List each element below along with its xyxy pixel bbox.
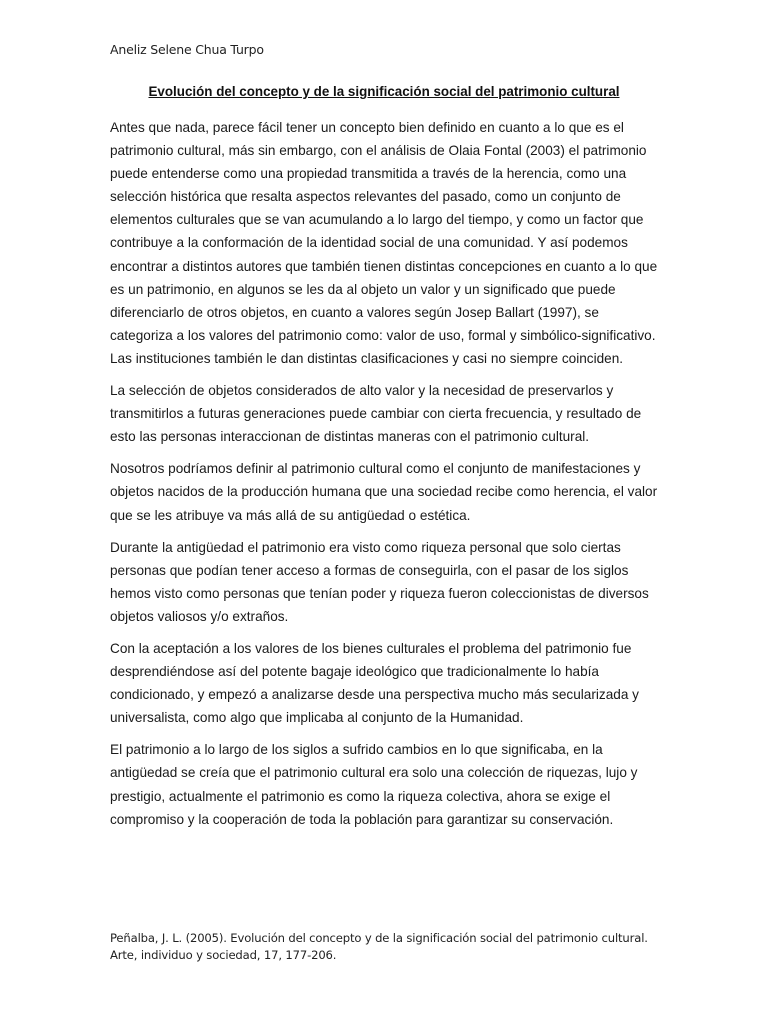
paragraph-6: El patrimonio a lo largo de los siglos a sufrido cambios en lo que significaba, en la antigüedad se creía que el patrimonio cultural era solo una colección de riquezas, lujo y prestigio, actualmente el patrimonio es como la riqueza colectiva, ahora se exige el compromiso y la cooperación de toda la población para garantizar su conservación. — [110, 742, 638, 827]
paragraph-4: Durante la antigüedad el patrimonio era visto como riqueza personal que solo ciertas personas que podían tener acceso a formas de conseguirla, con el pasar de los siglos hemos visto como personas que tenían poder y riqueza fueron coleccionistas de diversos objetos valiosos y/o extraños. — [110, 539, 649, 624]
paragraph-3: Nosotros podríamos definir al patrimonio cultural como el conjunto de manifestaciones y objetos nacidos de la producción humana que una sociedad recibe como herencia, el valor que se les atribuye va más allá de su antigüedad o estética. — [110, 461, 658, 523]
document-body — [110, 116, 660, 840]
paragraph-5: Con la aceptación a los valores de los bienes culturales el problema del patrimonio fue desprendiéndose así del potente bagaje ideológico que tradicionalmente lo había condicionado, y empezó a analizarse desde una perspectiva mucho más secularizada y universalista, como algo que implicaba al conjunto de la Humanidad. — [110, 640, 639, 726]
document-title: Evolución del concepto y de la significación social del patrimonio cultural — [148, 84, 620, 99]
bibliographic-reference: Peñalba, J. L. (2005). Evolución del concepto y de la significación social del patrimonio cultural. Arte, individuo y sociedad, 17, 177-206. — [110, 931, 648, 962]
paragraph-1: Antes que nada, parece fácil tener un concepto bien definido en cuanto a lo que es el patrimonio cultural, más sin embargo, con el análisis de Olaia Fontal (2003) el patrimonio puede entenderse como una propiedad transmitida a través de la herencia, como una selección histórica que resalta aspectos relevantes del pasado, como un conjunto de elementos culturales que se van acumulando a lo largo del tiempo, y como un factor que contribuye a la conformación de la identidad social de una comunidad. Y así podemos encontrar a distintos autores que también tienen distintas concepciones en cuanto a lo que es un patrimonio, en algunos se les da al objeto un valor y un significado que puede diferenciarlo de otros objetos, en cuanto a valores según Josep Ballart (1997), se categoriza a los valores del patrimonio como: valor de uso, formal y simbólico-significativo. Las instituciones también le dan distintas clasificaciones y casi no siempre coinciden. — [110, 120, 658, 366]
author-name: Aneliz Selene Chua Turpo — [110, 42, 264, 57]
paragraph-2: La selección de objetos considerados de alto valor y la necesidad de preservarlos y transmitirlos a futuras generaciones puede cambiar con cierta frecuencia, y resultado de esto las personas interaccionan de distintas maneras con el patrimonio cultural. — [110, 383, 642, 445]
